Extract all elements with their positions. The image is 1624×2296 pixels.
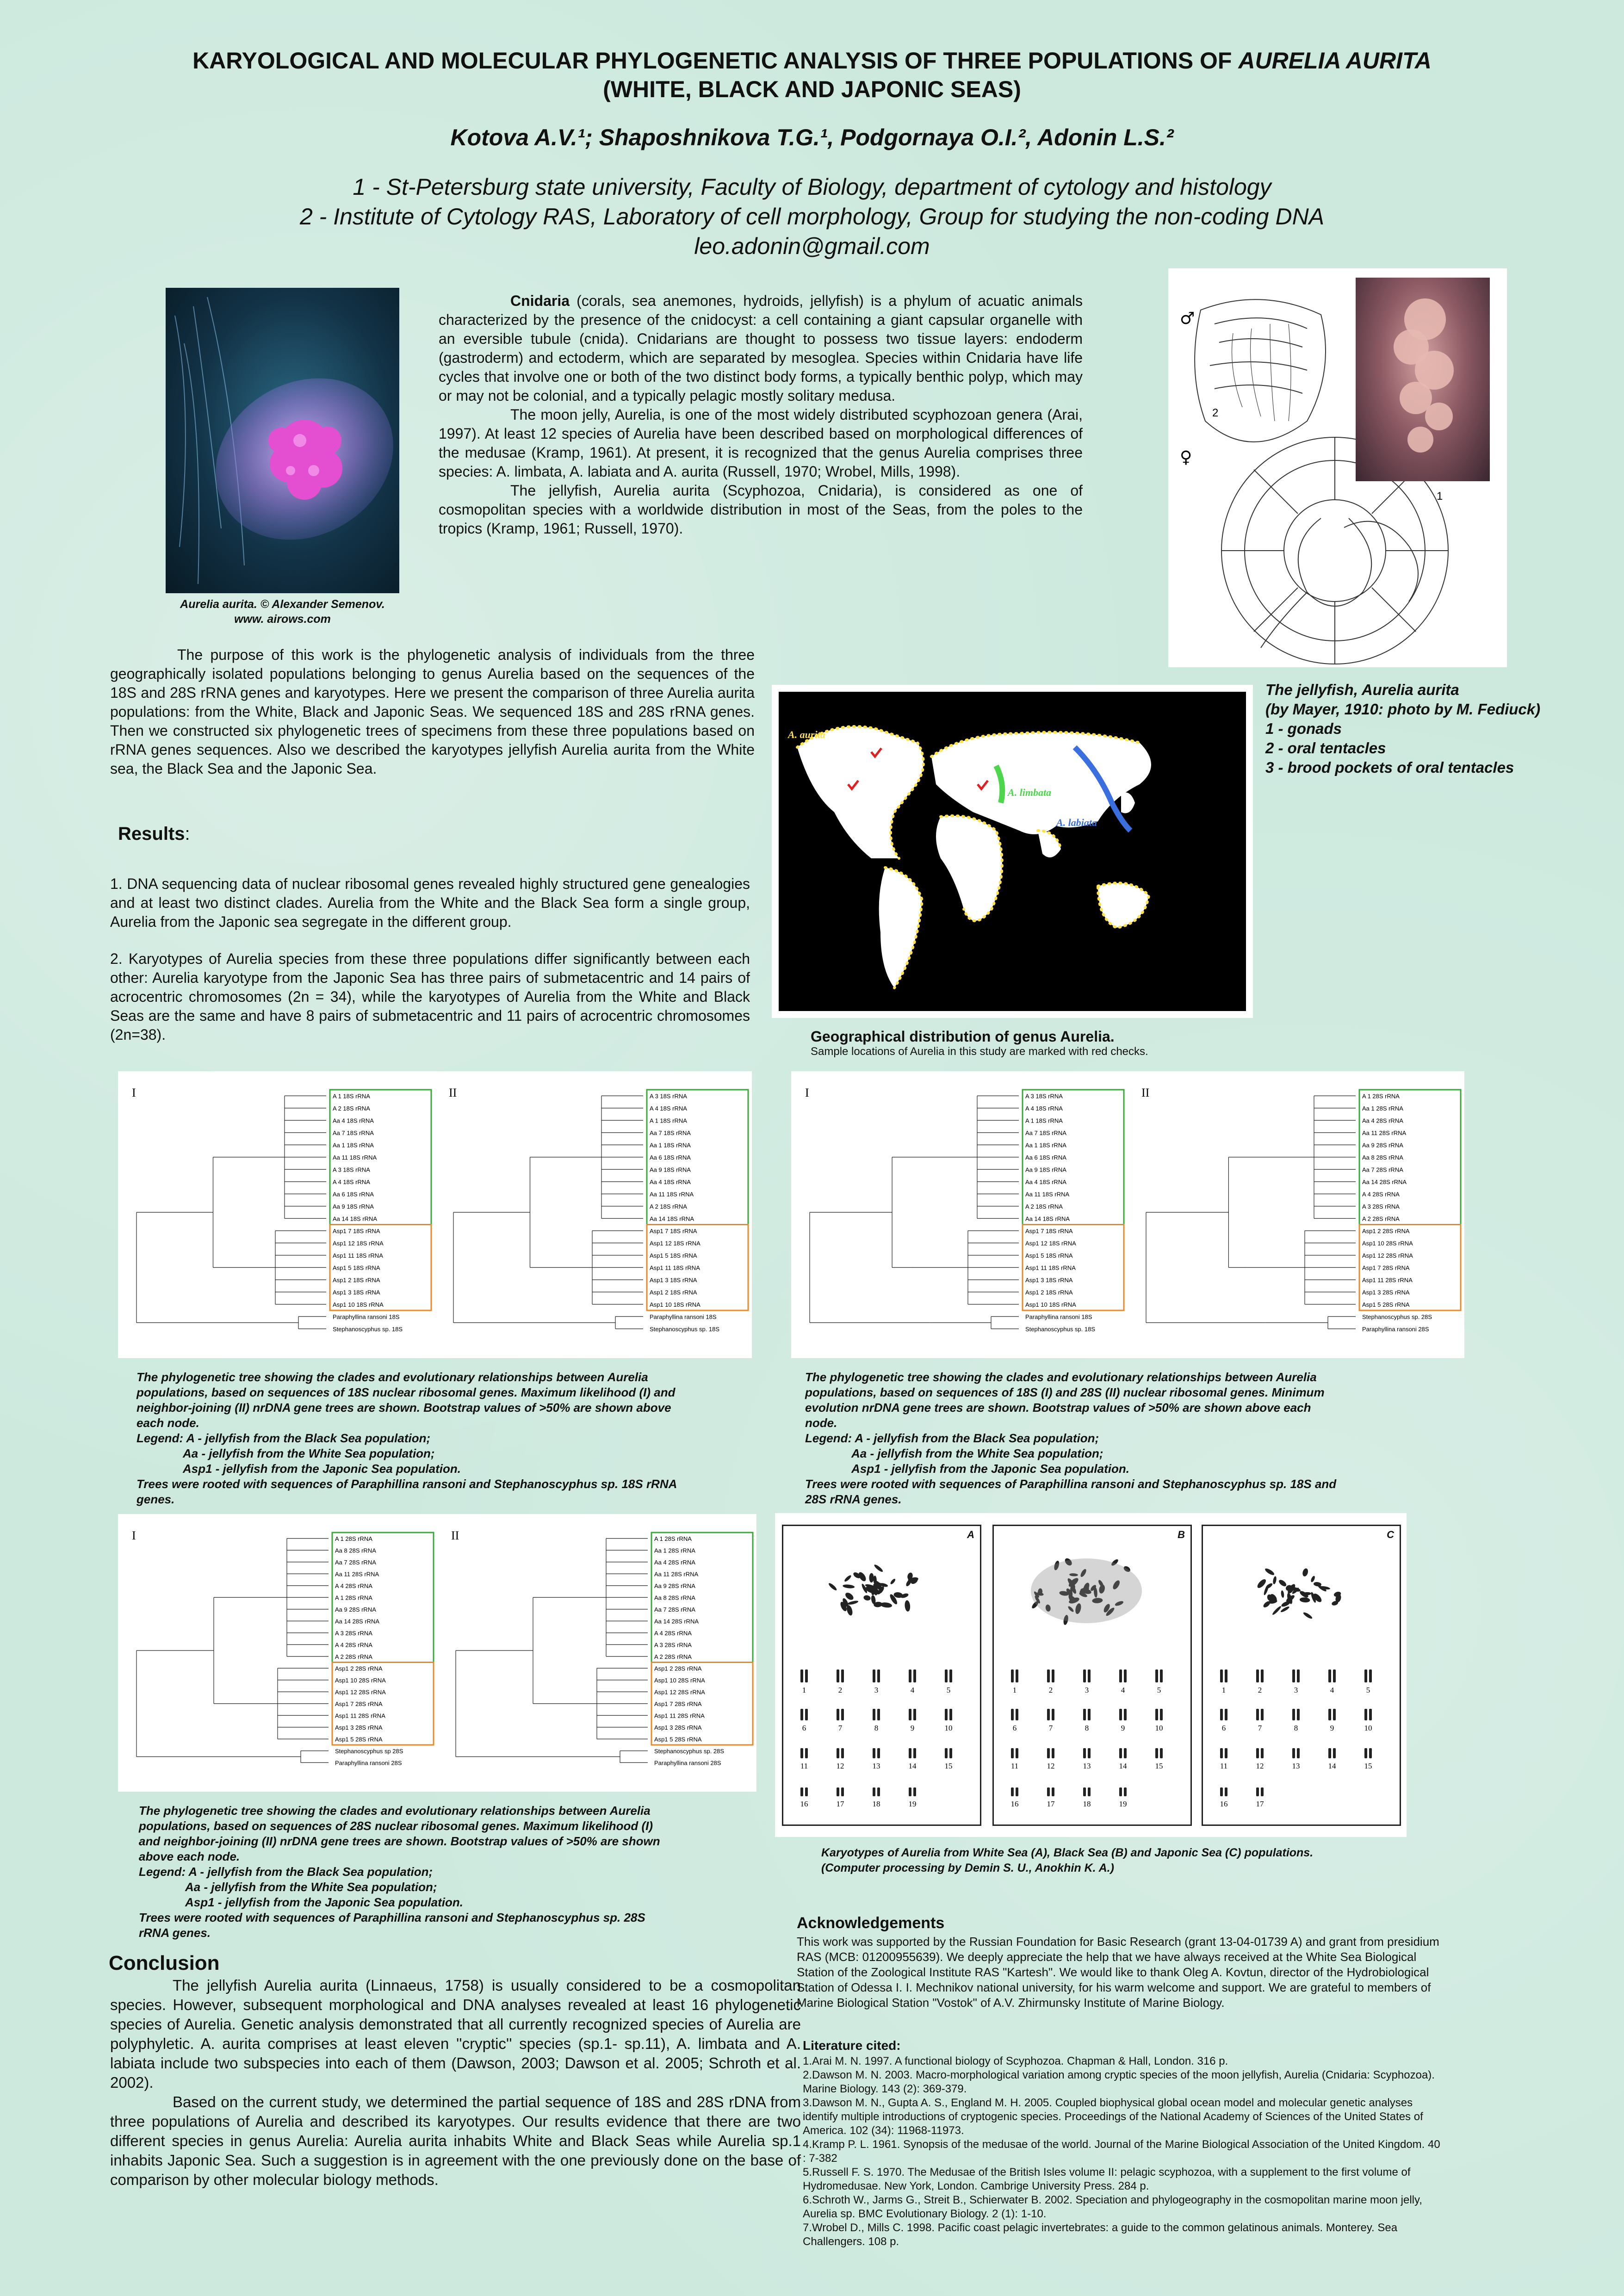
tree-tip-label: Aa 14 18S rRNA xyxy=(650,1215,694,1222)
panel-label-c: C xyxy=(1387,1529,1394,1540)
jellyfish-photo xyxy=(166,288,399,593)
chromosome-number: 17 xyxy=(1047,1800,1055,1808)
conclusion-text: The jellyfish Aurelia aurita (Linnaeus, 1758) is usually considered to be a cosmopolitan species. However, subsequent morphological and DNA analyses revealed at least 16 phylogenetic species of Aurelia. Genetic analysis demonstrated that all currently recognized species of Aurelia are polyphyletic. A. aurita comprises at least eleven ''cryptic'' species (sp.1- sp.11), A. limbata and A. labiata include two subspecies into each of them (Dawson, 2003; Dawson et al. 2005; Schroth et al. 2002). Based on the current study, we determined the partial sequence of 18S and 28S rDNA from three populations of Aurelia and described its karyotypes. Our results evidence that there are two different species in genus Aurelia: Aurelia aurita inhabits White and Black Seas while Aurelia sp.1 inhabits Japonic Sea. Such a suggestion is in agreement with the one previously done on the base of comparison by other molecular biology methods. xyxy=(110,1977,801,2188)
literature-heading: Literature cited: xyxy=(803,2038,901,2053)
chromosome-number: 16 xyxy=(800,1800,808,1808)
chromosome-number: 12 xyxy=(836,1762,844,1770)
tree-tip-label: Aa 11 18S rRNA xyxy=(333,1154,377,1161)
tree-tip-label: Aa 11 18S rRNA xyxy=(1025,1191,1070,1198)
phylogenetic-tree xyxy=(437,1514,756,1792)
result-1: 1. DNA sequencing data of nuclear ribosomal genes revealed highly structured gene genealogies and at least two distinct clades. Aurelia from the White and the Black Sea form a single group, Aurelia from the Japonic sea segregate in the different group. xyxy=(110,875,750,930)
tree-tip-label: Paraphyllina ransoni 18S xyxy=(333,1313,400,1321)
tree-tip-label: A 3 18S rRNA xyxy=(333,1166,370,1173)
tree-tip-label: Asp1 11 18S rRNA xyxy=(333,1252,383,1259)
chromosome-number: 13 xyxy=(1083,1762,1091,1770)
ref-6: 6.Schroth W., Jarms G., Streit B., Schierwater B. 2002. Speciation and phylogeography in the cosmopolitan marine moon jelly, Aurelia sp. BMC Evolutionary Biology. 2 (1): 1-10. xyxy=(803,2194,1422,2220)
tree-tip-label: Asp1 3 18S rRNA xyxy=(333,1289,380,1296)
drawing-caption: The jellyfish, Aurelia aurita (by Mayer, 1910: photo by M. Fediuck) 1 - gonads 2 - oral tentacles 3 - brood pockets of oral tentacles xyxy=(1265,681,1541,776)
tree-tip-label: Stephanoscyphus sp. 18S xyxy=(1025,1325,1096,1333)
tree-tip-label: Stephanoscyphus sp 28S xyxy=(335,1747,403,1755)
chromosome-number: 2 xyxy=(838,1686,843,1694)
tree-tip-label: Aa 1 28S rRNA xyxy=(1362,1105,1403,1112)
label-aurita: A. aurita xyxy=(788,729,825,740)
tree-tip-label: Aa 8 28S rRNA xyxy=(335,1547,376,1554)
tree-tip-label: Asp1 5 28S rRNA xyxy=(1362,1301,1410,1308)
tree-tip-label: Asp1 2 18S rRNA xyxy=(650,1289,697,1296)
tree-tip-label: Asp1 12 28S rRNA xyxy=(1362,1252,1413,1259)
tree-tip-label: Asp1 10 18S rRNA xyxy=(1025,1301,1076,1308)
tree-tip-label: A 2 28S rRNA xyxy=(1362,1215,1400,1222)
tree-tip-label: Aa 9 18S rRNA xyxy=(333,1203,374,1210)
tree-tip-label: Aa 7 28S rRNA xyxy=(335,1558,376,1566)
chromosome-number: 3 xyxy=(1294,1686,1298,1694)
label-labiata: A. labiata xyxy=(1056,817,1097,828)
tree-tip-label: A 1 28S rRNA xyxy=(335,1535,372,1542)
karyotype-panel xyxy=(775,1513,1407,1837)
tree-tip-label: Asp1 12 28S rRNA xyxy=(654,1688,705,1696)
tree-tip-label: Asp1 7 28S rRNA xyxy=(654,1700,702,1707)
tree-tip-label: Asp1 12 28S rRNA xyxy=(335,1688,386,1696)
literature-list xyxy=(803,2054,1441,2249)
tree-tip-label: A 1 28S rRNA xyxy=(335,1594,372,1601)
tree-tip-label: Asp1 11 28S rRNA xyxy=(654,1712,705,1719)
tree-tip-label: A 3 28S rRNA xyxy=(335,1629,372,1637)
tree-tip-label: Asp1 10 28S rRNA xyxy=(1362,1240,1413,1247)
tree-tip-label: Aa 14 18S rRNA xyxy=(1025,1215,1070,1222)
tree-tip-label: Asp1 12 18S rRNA xyxy=(333,1240,384,1247)
photo-caption: Aurelia aurita. © Alexander Semenov. www. airows.com xyxy=(180,598,385,626)
chromosome xyxy=(1272,1576,1277,1584)
conclusion-heading: Conclusion xyxy=(109,1952,220,1974)
chromosome-number: 19 xyxy=(908,1800,917,1808)
tree-tip-label: Asp1 2 28S rRNA xyxy=(654,1665,702,1672)
tree-panel-label: II xyxy=(451,1529,459,1542)
tree-tip-label: Asp1 3 18S rRNA xyxy=(1025,1276,1073,1284)
chromosome xyxy=(843,1584,855,1589)
tree-tip-label: A 4 28S rRNA xyxy=(335,1582,372,1589)
tree-tip-label: Aa 1 18S rRNA xyxy=(333,1142,374,1149)
chromosome xyxy=(843,1574,852,1582)
chromosome xyxy=(1281,1590,1285,1598)
phylogenetic-tree xyxy=(435,1071,752,1358)
tree-tip-label: A 4 28S rRNA xyxy=(335,1641,372,1649)
tree-tip-label: A 4 18S rRNA xyxy=(333,1178,370,1185)
tree-tip-label: Aa 11 28S rRNA xyxy=(654,1570,699,1578)
tree-tip-label: Asp1 10 28S rRNA xyxy=(335,1676,386,1684)
chromosome xyxy=(1271,1605,1282,1616)
chromosome-number: 10 xyxy=(944,1724,953,1732)
chromosome xyxy=(1310,1575,1316,1582)
poster-title xyxy=(69,46,1555,104)
chromosome xyxy=(1302,1611,1313,1620)
chromosome-number: 11 xyxy=(1220,1762,1228,1770)
tree-tip-label: Stephanoscyphus sp. 18S xyxy=(333,1325,403,1333)
tree-tip-label: Asp1 12 18S rRNA xyxy=(1025,1240,1076,1247)
tree-tip-label: A 3 28S rRNA xyxy=(1362,1203,1400,1210)
tree-tip-label: Stephanoscyphus sp. 28S xyxy=(1362,1313,1432,1321)
tree-tip-label: Aa 14 18S rRNA xyxy=(333,1215,378,1222)
chromosome-number: 5 xyxy=(946,1686,951,1694)
chromosome-number: 15 xyxy=(1155,1762,1163,1770)
chromosome-number: 6 xyxy=(1012,1724,1017,1732)
tree-tip-label: Aa 6 18S rRNA xyxy=(1025,1154,1066,1161)
tree-tip-label: Paraphyllina ransoni 18S xyxy=(1025,1313,1092,1321)
tree-tip-label: Aa 1 18S rRNA xyxy=(650,1142,691,1149)
chromosome-number: 7 xyxy=(1258,1724,1262,1732)
tree-tip-label: Asp1 7 28S rRNA xyxy=(335,1700,383,1707)
tree-panel-28s xyxy=(118,1514,756,1792)
chromosome-number: 17 xyxy=(836,1800,844,1808)
chromosome-number: 5 xyxy=(1157,1686,1161,1694)
karyotype-image xyxy=(994,1526,1190,1824)
tree-panel-18s xyxy=(118,1071,752,1358)
chromosome xyxy=(1278,1579,1288,1588)
tree-tip-label: Asp1 7 18S rRNA xyxy=(650,1227,697,1235)
tree-tip-label: Aa 4 18S rRNA xyxy=(333,1117,374,1124)
tree-tip-label: A 3 28S rRNA xyxy=(654,1641,692,1649)
tree-tip-label: Asp1 7 18S rRNA xyxy=(333,1227,380,1235)
result-2: 2. Karyotypes of Aurelia species from these three populations differ significantly between each other: Aurelia karyotype from the Japonic Sea has three pairs of submetacentric and 14 pairs of acrocentric chromosomes (2n = 34), while the karyotypes of Aurelia from the White and Black Seas are the same and have 8 pairs of submetacentric and 11 pairs of acrocentric chromosomes (2n=38). xyxy=(110,950,750,1043)
tree-tip-label: Aa 11 18S rRNA xyxy=(650,1191,694,1198)
acknowledgements-heading: Acknowledgements xyxy=(797,1914,945,1932)
tree-tip-label: Asp1 11 28S rRNA xyxy=(335,1712,385,1719)
affiliation-1: 1 - St-Petersburg state university, Faculty of Biology, department of cytology and histology xyxy=(353,174,1271,200)
tree-caption-18s: The phylogenetic tree showing the clades and evolutionary relationships between Aurelia populations, based on sequences of 18S nuclear ribosomal genes. Maximum likelihood (I) and neighbor-joining (II) nrDNA gene trees are shown. Bootstrap values of >50% are shown above each node. Legend: A - jellyfish from the Black Sea population; Aa - jellyfish from the White Sea population; Asp1 - jellyfish from the Japonic Sea population. Trees were rooted with sequences of Paraphillina ransoni and Stephanoscyphus sp. 18S rRNA genes. xyxy=(136,1370,677,1506)
karyotype-b xyxy=(992,1525,1192,1826)
ref-3: 3.Dawson M. N., Gupta A. S., England M. H. 2005. Coupled biophysical global ocean model and molecular genetic analyses identify multiple introductions of cryptogenic species. Proceedings of the National Academy of Sciences of the United States of America. 102 (34): 11968-11973. xyxy=(803,2097,1423,2137)
tree-panel-label: I xyxy=(132,1529,136,1542)
phylogenetic-tree xyxy=(1128,1071,1464,1358)
tree-tip-label: Asp1 2 18S rRNA xyxy=(1025,1289,1073,1296)
chromosome-number: 2 xyxy=(1258,1686,1262,1694)
map-ocean xyxy=(779,692,1246,1011)
inset-gonads xyxy=(1356,278,1490,481)
tree-tip-label: Asp1 3 18S rRNA xyxy=(650,1276,697,1284)
chromosome-number: 9 xyxy=(1121,1724,1125,1732)
tree-tip-label: Asp1 5 28S rRNA xyxy=(335,1736,383,1743)
chromosome-number: 16 xyxy=(1010,1800,1019,1808)
chromosome-number: 1 xyxy=(1012,1686,1017,1694)
tree-panel-label: II xyxy=(449,1086,457,1099)
tree-tip-label: Aa 7 28S rRNA xyxy=(654,1606,695,1613)
chromosome-number: 4 xyxy=(1121,1686,1125,1694)
tree-tip-label: A 4 28S rRNA xyxy=(1362,1191,1400,1198)
karyotype-image xyxy=(783,1526,980,1824)
tree-tip-label: Asp1 5 18S rRNA xyxy=(650,1252,697,1259)
chromosome-number: 8 xyxy=(874,1724,879,1732)
tree-tip-label: A 1 18S rRNA xyxy=(650,1117,687,1124)
chromosome-number: 1 xyxy=(1221,1686,1226,1694)
chromosome xyxy=(880,1602,893,1608)
chromosome-number: 14 xyxy=(1119,1762,1127,1770)
chromosome xyxy=(1264,1567,1275,1576)
chromosome-number: 18 xyxy=(872,1800,880,1808)
chromosome-number: 12 xyxy=(1047,1762,1055,1770)
tree-tip-label: Asp1 10 28S rRNA xyxy=(654,1676,705,1684)
ref-1: 1.Arai M. N. 1997. A functional biology of Scyphozoa. Chapman & Hall, London. 316 p. xyxy=(803,2055,1228,2067)
tree-tip-label: Stephanoscyphus sp. 18S xyxy=(650,1325,720,1333)
chromosome-number: 12 xyxy=(1256,1762,1264,1770)
tree-panel-18s-28s xyxy=(791,1071,1464,1358)
tree-tip-label: Stephanoscyphus sp. 28S xyxy=(654,1747,725,1755)
chromosome-number: 4 xyxy=(910,1686,915,1694)
tree-tip-label: Aa 9 18S rRNA xyxy=(650,1166,691,1173)
tree-tip-label: A 3 18S rRNA xyxy=(650,1092,687,1100)
tree-tip-label: Aa 14 28S rRNA xyxy=(654,1618,699,1625)
affiliation-2: 2 - Institute of Cytology RAS, Laboratory of cell morphology, Group for studying the non-coding DNA xyxy=(299,204,1325,230)
acknowledgements-text: This work was supported by the Russian Foundation for Basic Research (grant 13-04-01739 A) and grant from presidium RAS (MCB: 01200955639). We deeply appreciate the help that we have always received at the White Sea Biological Station of the Zoological Institute RAS "Kartesh". We would like to thank Oleg A. Kovtun, director of the Hydrobiological Station of Odessa I. I. Mechnikov national university, for his warm welcome and support. We are grateful to members of Marine Biological Station "Vostok" of A.V. Zhirmunsky Institute of Marine Biology. xyxy=(797,1935,1439,2010)
tree-tip-label: A 2 18S rRNA xyxy=(333,1105,370,1112)
chromosome-number: 3 xyxy=(1085,1686,1089,1694)
intro-text: Cnidaria (corals, sea anemones, hydroids, jellyfish) is a phylum of acuatic animals characterized by the presence of the cnidocyst: a cell containing a giant capsular organelle with an eversible tubule (cnida). Cnidarians are thought to possess two tissue layers: endoderm (gastroderm) and ectoderm, which are separated by mesoglea. Species within Cnidaria have life cycles that involve one or both of the two distinct body forms, a typically benthic polyp, which may or may not be colonial, and a typically pelagic mostly solitary medusa. The moon jelly, Aurelia, is one of the most widely distributed scyphozoan genera (Arai, 1997). At least 12 species of Aurelia have been described based on morphological differences of the medusae (Kramp, 1961). At present, it is recognized that the genus Aurelia comprises three species: A. limbata, A. labiata and A. aurita (Russell, 1970; Wrobel, Mills, 1998). The jellyfish, Aurelia aurita (Scyphozoa, Cnidaria), is considered as one of cosmopolitan species with a worldwide distribution in most of the Seas, from the poles to the tropics (Kramp, 1961; Russell, 1970). xyxy=(439,292,1083,537)
chromosome-number: 19 xyxy=(1119,1800,1127,1808)
chromosome xyxy=(1280,1606,1290,1613)
tree-tip-label: Asp1 2 28S rRNA xyxy=(335,1665,383,1672)
tree-tip-label: Asp1 7 18S rRNA xyxy=(1025,1227,1073,1235)
chromosome-number: 7 xyxy=(1048,1724,1053,1732)
mark-2: 2 xyxy=(1212,407,1219,419)
tree-tip-label: Asp1 11 18S rRNA xyxy=(1025,1264,1076,1272)
purpose-text: The purpose of this work is the phylogenetic analysis of individuals from the three geographically isolated populations belonging to genus Aurelia based on the sequences of the 18S and 28S rRNA genes and karyotypes. Here we present the comparison of three Aurelia aurita populations: from the White, Black and Japonic Seas. We sequenced 18S and 28S rRNA genes. Then we constructed six phylogenetic trees of specimens from these three populations based on rRNA genes sequences. Also we described the karyotypes jellyfish Aurelia aurita from the White sea, the Black Sea and the Japonic Sea. xyxy=(110,646,755,777)
chromosome-number: 9 xyxy=(1330,1724,1334,1732)
ref-5: 5.Russell F. S. 1970. The Medusae of the British Isles volume II: pelagic scyphozoa, with a supplement to the first volume of Hydromedusae. New York, London. Cambrige University Press. 284 p. xyxy=(803,2166,1411,2192)
chromosome-number: 14 xyxy=(908,1762,917,1770)
inset-photo xyxy=(1356,278,1490,481)
ref-4: 4.Kramp P. L. 1961. Synopsis of the medusae of the world. Journal of the Marine Biological Association of the United Kingdom. 40 : 7-382 xyxy=(803,2138,1440,2165)
chromosome xyxy=(863,1595,871,1601)
mark-1: 1 xyxy=(1437,490,1443,503)
tree-tip-label: Paraphyllina ransoni 28S xyxy=(1362,1325,1429,1333)
chromosome-number: 13 xyxy=(1292,1762,1300,1770)
chromosome-number: 14 xyxy=(1328,1762,1336,1770)
chromosome xyxy=(1299,1597,1310,1603)
panel-label-b: B xyxy=(1178,1529,1185,1540)
tree-panel-label: I xyxy=(132,1086,136,1099)
chromosome-number: 11 xyxy=(1010,1762,1019,1770)
panel-label-a: A xyxy=(967,1529,974,1540)
chromosome-number: 3 xyxy=(874,1686,879,1694)
map-caption: Geographical distribution of genus Aurelia. Sample locations of Aurelia in this study are marked with red checks. xyxy=(811,1028,1148,1058)
tree-tip-label: Asp1 10 18S rRNA xyxy=(333,1301,384,1308)
chromosome-number: 8 xyxy=(1294,1724,1298,1732)
chromosome-number: 5 xyxy=(1366,1686,1370,1694)
chromosome xyxy=(874,1564,884,1573)
tree-tip-label: Aa 7 18S rRNA xyxy=(1025,1129,1066,1136)
tree-tip-label: Paraphyllina ransoni 28S xyxy=(335,1759,402,1767)
tree-tip-label: A 4 28S rRNA xyxy=(654,1629,692,1637)
tree-tip-label: Paraphyllina ransoni 18S xyxy=(650,1313,717,1321)
chromosome xyxy=(847,1600,859,1606)
tree-tip-label: Aa 14 28S rRNA xyxy=(335,1618,380,1625)
distribution-map xyxy=(772,685,1253,1018)
tree-tip-label: Aa 9 28S rRNA xyxy=(335,1606,376,1613)
tree-tip-label: Asp1 12 18S rRNA xyxy=(650,1240,700,1247)
chromosome-number: 4 xyxy=(1330,1686,1334,1694)
tree-tip-label: Aa 9 18S rRNA xyxy=(1025,1166,1066,1173)
tree-tip-label: Aa 9 28S rRNA xyxy=(654,1582,695,1589)
tree-tip-label: Aa 7 18S rRNA xyxy=(650,1129,691,1136)
male-symbol: ♂ xyxy=(1180,309,1195,328)
tree-caption-18s-28s: The phylogenetic tree showing the clades and evolutionary relationships between Aurelia populations, based on sequences of 18S (I) and 28S (II) nuclear ribosomal genes. Minimum evolution nrDNA gene trees are shown. Bootstrap values of >50% are shown above each node. Legend: A - jellyfish from the Black Sea population; Aa - jellyfish from the White Sea population; Asp1 - jellyfish from the Japonic Sea population. Trees were rooted with sequences of Paraphillina ransoni and Stephanoscyphus sp. 18S and 28S rRNA genes. xyxy=(805,1370,1337,1506)
tree-tip-label: Asp1 3 28S rRNA xyxy=(654,1724,702,1731)
tree-tip-label: Asp1 10 18S rRNA xyxy=(650,1301,700,1308)
chromosome-number: 15 xyxy=(944,1762,953,1770)
karyotype-image xyxy=(1203,1526,1400,1824)
karyotype-c xyxy=(1202,1525,1401,1826)
tree-tip-label: Asp1 3 28S rRNA xyxy=(1362,1289,1410,1296)
karyotype-a xyxy=(782,1525,981,1826)
results-heading: Results: xyxy=(118,824,190,844)
tree-tip-label: Asp1 11 18S rRNA xyxy=(650,1264,700,1272)
chromosome-number: 10 xyxy=(1364,1724,1372,1732)
tree-tip-label: A 3 18S rRNA xyxy=(1025,1092,1063,1100)
tree-panel-label: II xyxy=(1141,1086,1150,1099)
tree-tip-label: Asp1 5 18S rRNA xyxy=(1025,1252,1073,1259)
chromosome-number: 6 xyxy=(802,1724,806,1732)
tree-tip-label: Aa 6 18S rRNA xyxy=(650,1154,691,1161)
tree-caption-28s: The phylogenetic tree showing the clades and evolutionary relationships between Aurelia populations, based on sequences of 28S nuclear ribosomal genes. Maximum likelihood (I) and neighbor-joining (II) nrDNA gene trees are shown. Bootstrap values of >50% are shown above each node. Legend: A - jellyfish from the Black Sea population; Aa - jellyfish from the White Sea population; Asp1 - jellyfish from the Japonic Sea population. Trees were rooted with sequences of Paraphillina ransoni and Stephanoscyphus sp. 28S rRNA genes. xyxy=(139,1804,660,1940)
chromosome xyxy=(1302,1568,1308,1577)
title-line-2: (WHITE, BLACK AND JAPONIC SEAS) xyxy=(603,76,1021,102)
label-limbata: A. limbata xyxy=(1008,787,1052,798)
tree-tip-label: Aa 11 28S rRNA xyxy=(1362,1129,1407,1136)
chromosome-number: 9 xyxy=(910,1724,915,1732)
tree-tip-label: Aa 8 28S rRNA xyxy=(654,1594,695,1601)
tree-tip-label: Aa 4 28S rRNA xyxy=(654,1558,695,1566)
tree-tip-label: Asp1 7 28S rRNA xyxy=(1362,1264,1410,1272)
world-map xyxy=(779,692,1246,1011)
chromosome xyxy=(1256,1578,1267,1589)
tree-tip-label: Aa 6 18S rRNA xyxy=(333,1191,374,1198)
tree-tip-label: A 4 18S rRNA xyxy=(1025,1105,1063,1112)
chromosome xyxy=(1263,1584,1270,1596)
chromosome xyxy=(828,1582,837,1591)
chromosome xyxy=(904,1600,911,1612)
chromosome-number: 15 xyxy=(1364,1762,1372,1770)
tree-tip-label: Aa 11 28S rRNA xyxy=(335,1570,379,1578)
tree-tip-label: Aa 4 28S rRNA xyxy=(1362,1117,1403,1124)
title-line-1: KARYOLOGICAL AND MOLECULAR PHYLOGENETIC ANALYSIS OF THREE POPULATIONS OF xyxy=(192,48,1232,74)
tree-tip-label: Aa 14 28S rRNA xyxy=(1362,1178,1407,1185)
tree-tip-label: A 1 18S rRNA xyxy=(333,1092,370,1100)
tree-tip-label: A 1 28S rRNA xyxy=(1362,1092,1400,1100)
title-species: AURELIA AURITA xyxy=(1238,48,1432,74)
tree-tip-label: A 1 28S rRNA xyxy=(654,1535,692,1542)
chromosome-number: 16 xyxy=(1220,1800,1228,1808)
tree-tip-label: A 2 18S rRNA xyxy=(1025,1203,1063,1210)
chromosome-number: 18 xyxy=(1083,1800,1091,1808)
phylogenetic-tree xyxy=(791,1071,1128,1358)
chromosome-number: 6 xyxy=(1221,1724,1226,1732)
karyotype-caption: Karyotypes of Aurelia from White Sea (A), Black Sea (B) and Japonic Sea (C) populations. (Computer processing by Demin S. U., Anokhin K. A.) xyxy=(821,1846,1314,1874)
tree-tip-label: Aa 4 18S rRNA xyxy=(1025,1178,1066,1185)
tree-tip-label: Asp1 11 28S rRNA xyxy=(1362,1276,1413,1284)
female-symbol: ♀ xyxy=(1180,448,1192,467)
tree-tip-label: Aa 1 18S rRNA xyxy=(1025,1142,1066,1149)
tree-tip-label: A 2 18S rRNA xyxy=(650,1203,687,1210)
affiliations xyxy=(69,172,1555,261)
ref-2: 2.Dawson M. N. 2003. Macro-morphological variation among cryptic species of the moon jellyfish, Aurelia (Cnidaria: Scyphozoa). Marine Biology. 143 (2): 369-379. xyxy=(803,2069,1435,2095)
tree-tip-label: Aa 9 28S rRNA xyxy=(1362,1142,1403,1149)
tree-tip-label: Asp1 2 28S rRNA xyxy=(1362,1227,1410,1235)
chromosome xyxy=(890,1578,896,1585)
tree-tip-label: Aa 7 28S rRNA xyxy=(1362,1166,1403,1173)
jellyfish-drawing xyxy=(1168,268,1507,667)
chromosome-number: 11 xyxy=(800,1762,808,1770)
tree-tip-label: Asp1 2 18S rRNA xyxy=(333,1276,380,1284)
tree-tip-label: Asp1 5 18S rRNA xyxy=(333,1264,380,1272)
tree-tip-label: Aa 7 18S rRNA xyxy=(333,1129,374,1136)
chromosome-number: 7 xyxy=(838,1724,843,1732)
ref-7: 7.Wrobel D., Mills C. 1998. Pacific coast pelagic invertebrates: a guide to the common gelatinous animals. Monterey. Sea Challengers. 108 p. xyxy=(803,2222,1398,2248)
tree-tip-label: A 2 28S rRNA xyxy=(654,1653,692,1660)
tree-panel-label: I xyxy=(805,1086,809,1099)
tree-tip-label: A 4 18S rRNA xyxy=(650,1105,687,1112)
chromosome-number: 10 xyxy=(1155,1724,1163,1732)
chromosome-number: 2 xyxy=(1048,1686,1053,1694)
tree-tip-label: A 2 28S rRNA xyxy=(335,1653,372,1660)
phylogenetic-tree xyxy=(118,1514,437,1792)
tree-tip-label: Aa 1 28S rRNA xyxy=(654,1547,695,1554)
chromosome-number: 13 xyxy=(872,1762,880,1770)
tree-tip-label: Aa 8 28S rRNA xyxy=(1362,1154,1403,1161)
chromosome xyxy=(869,1573,874,1583)
chromosome-number: 8 xyxy=(1085,1724,1089,1732)
email: leo.adonin@gmail.com xyxy=(694,233,930,259)
jellyfish-illustration xyxy=(166,288,399,593)
tree-tip-label: A 1 18S rRNA xyxy=(1025,1117,1063,1124)
chromosome-number: 1 xyxy=(802,1686,806,1694)
tree-tip-label: Asp1 3 28S rRNA xyxy=(335,1724,383,1731)
tree-tip-label: Paraphyllina ransoni 28S xyxy=(654,1759,721,1767)
tree-tip-label: Aa 4 18S rRNA xyxy=(650,1178,691,1185)
tree-tip-label: Asp1 5 28S rRNA xyxy=(654,1736,702,1743)
phylogenetic-tree xyxy=(118,1071,435,1358)
authors: Kotova A.V.¹; Shaposhnikova T.G.¹, Podgornaya O.I.², Adonin L.S.² xyxy=(450,124,1174,150)
chromosome-number: 17 xyxy=(1256,1800,1264,1808)
